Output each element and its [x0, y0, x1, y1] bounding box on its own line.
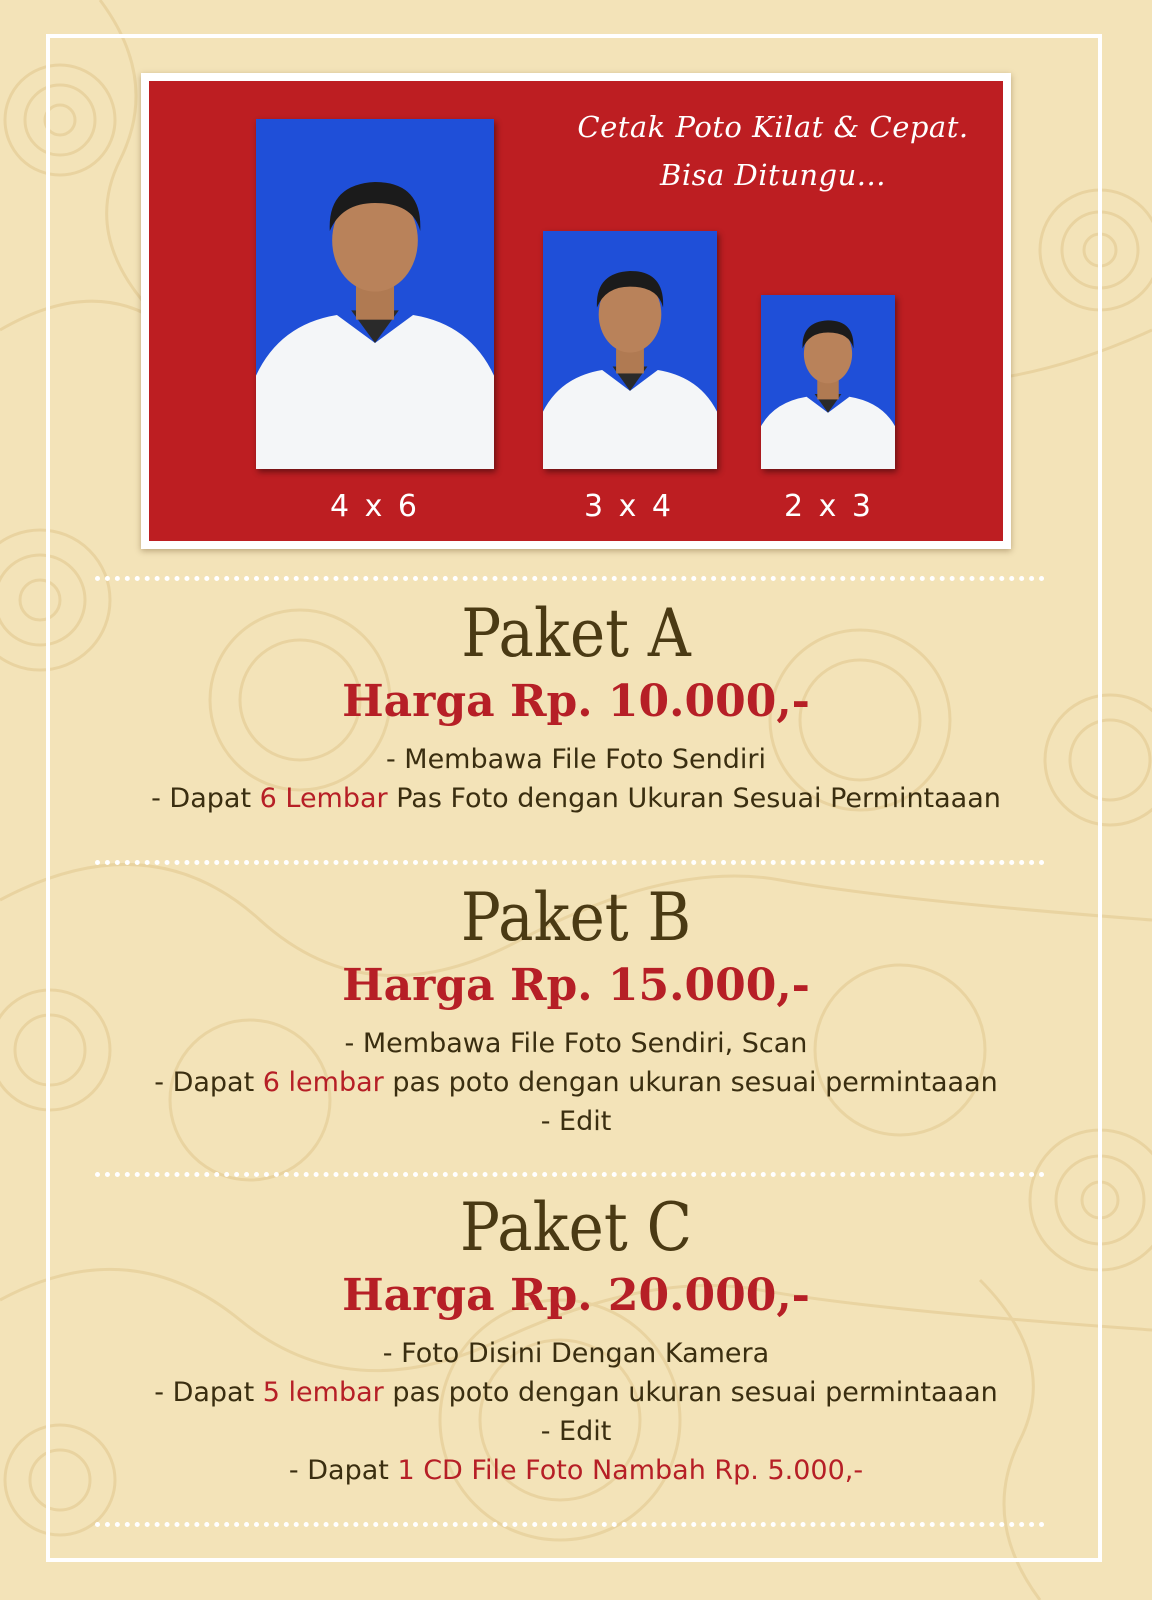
feature-text: - Dapat: [154, 1067, 263, 1098]
package-price: Harga Rp. 20.000,-: [342, 1270, 810, 1321]
package-description: [60, 740, 1092, 818]
person-portrait-icon: [256, 119, 494, 469]
package-price: Harga Rp. 10.000,-: [342, 676, 810, 727]
package-feature: [60, 1373, 1092, 1412]
size-label-2x3: 2 x 3: [784, 489, 874, 524]
banner-tagline: [563, 103, 983, 199]
package-b: [60, 880, 1092, 1141]
package-feature: - Foto Disini Dengan Kamera: [382, 1338, 770, 1369]
package-a: [60, 596, 1092, 818]
feature-highlight: 6 Lembar: [259, 783, 388, 814]
package-title: Paket C: [459, 1189, 693, 1266]
tagline-line-2: Bisa Ditungu...: [660, 158, 886, 192]
feature-highlight: 1 CD File Foto Nambah Rp. 5.000,-: [397, 1455, 864, 1486]
banner-red-panel: [149, 81, 1003, 541]
package-c: [60, 1190, 1092, 1490]
package-title: Paket B: [460, 879, 692, 956]
feature-text: - Dapat: [154, 1377, 263, 1408]
package-feature: - Membawa File Foto Sendiri, Scan: [344, 1028, 808, 1059]
package-title: Paket A: [461, 595, 691, 672]
package-feature: [60, 1063, 1092, 1102]
dotted-divider: [95, 860, 1045, 865]
feature-text: - Dapat: [288, 1455, 398, 1486]
size-label-3x4: 3 x 4: [584, 489, 674, 524]
dotted-divider: [95, 1522, 1045, 1527]
package-feature: [60, 779, 1092, 818]
feature-text: - Dapat: [151, 783, 260, 814]
photo-sizes-banner: [141, 73, 1011, 549]
person-portrait-icon: [761, 295, 895, 469]
feature-highlight: 5 lembar: [262, 1377, 384, 1408]
package-description: [60, 1024, 1092, 1141]
feature-text: pas poto dengan ukuran sesuai permintaaan: [383, 1067, 998, 1098]
person-portrait-icon: [543, 231, 717, 469]
photo-sample-2x3: [761, 295, 895, 469]
package-feature: [60, 1451, 1092, 1490]
photo-sample-3x4: [543, 231, 717, 469]
feature-text: Pas Foto dengan Ukuran Sesuai Permintaaan: [387, 783, 1001, 814]
feature-text: pas poto dengan ukuran sesuai permintaaan: [383, 1377, 998, 1408]
photo-sample-4x6: [256, 119, 494, 469]
dotted-divider: [95, 1172, 1045, 1177]
package-feature: - Membawa File Foto Sendiri: [385, 744, 767, 775]
dotted-divider: [95, 576, 1045, 581]
size-label-4x6: 4 x 6: [330, 489, 420, 524]
package-price: Harga Rp. 15.000,-: [342, 960, 810, 1011]
package-description: [60, 1334, 1092, 1490]
tagline-line-1: Cetak Poto Kilat & Cepat.: [577, 110, 969, 144]
feature-highlight: 6 lembar: [262, 1067, 384, 1098]
package-feature: - Edit: [540, 1416, 612, 1447]
package-feature: - Edit: [540, 1106, 612, 1137]
